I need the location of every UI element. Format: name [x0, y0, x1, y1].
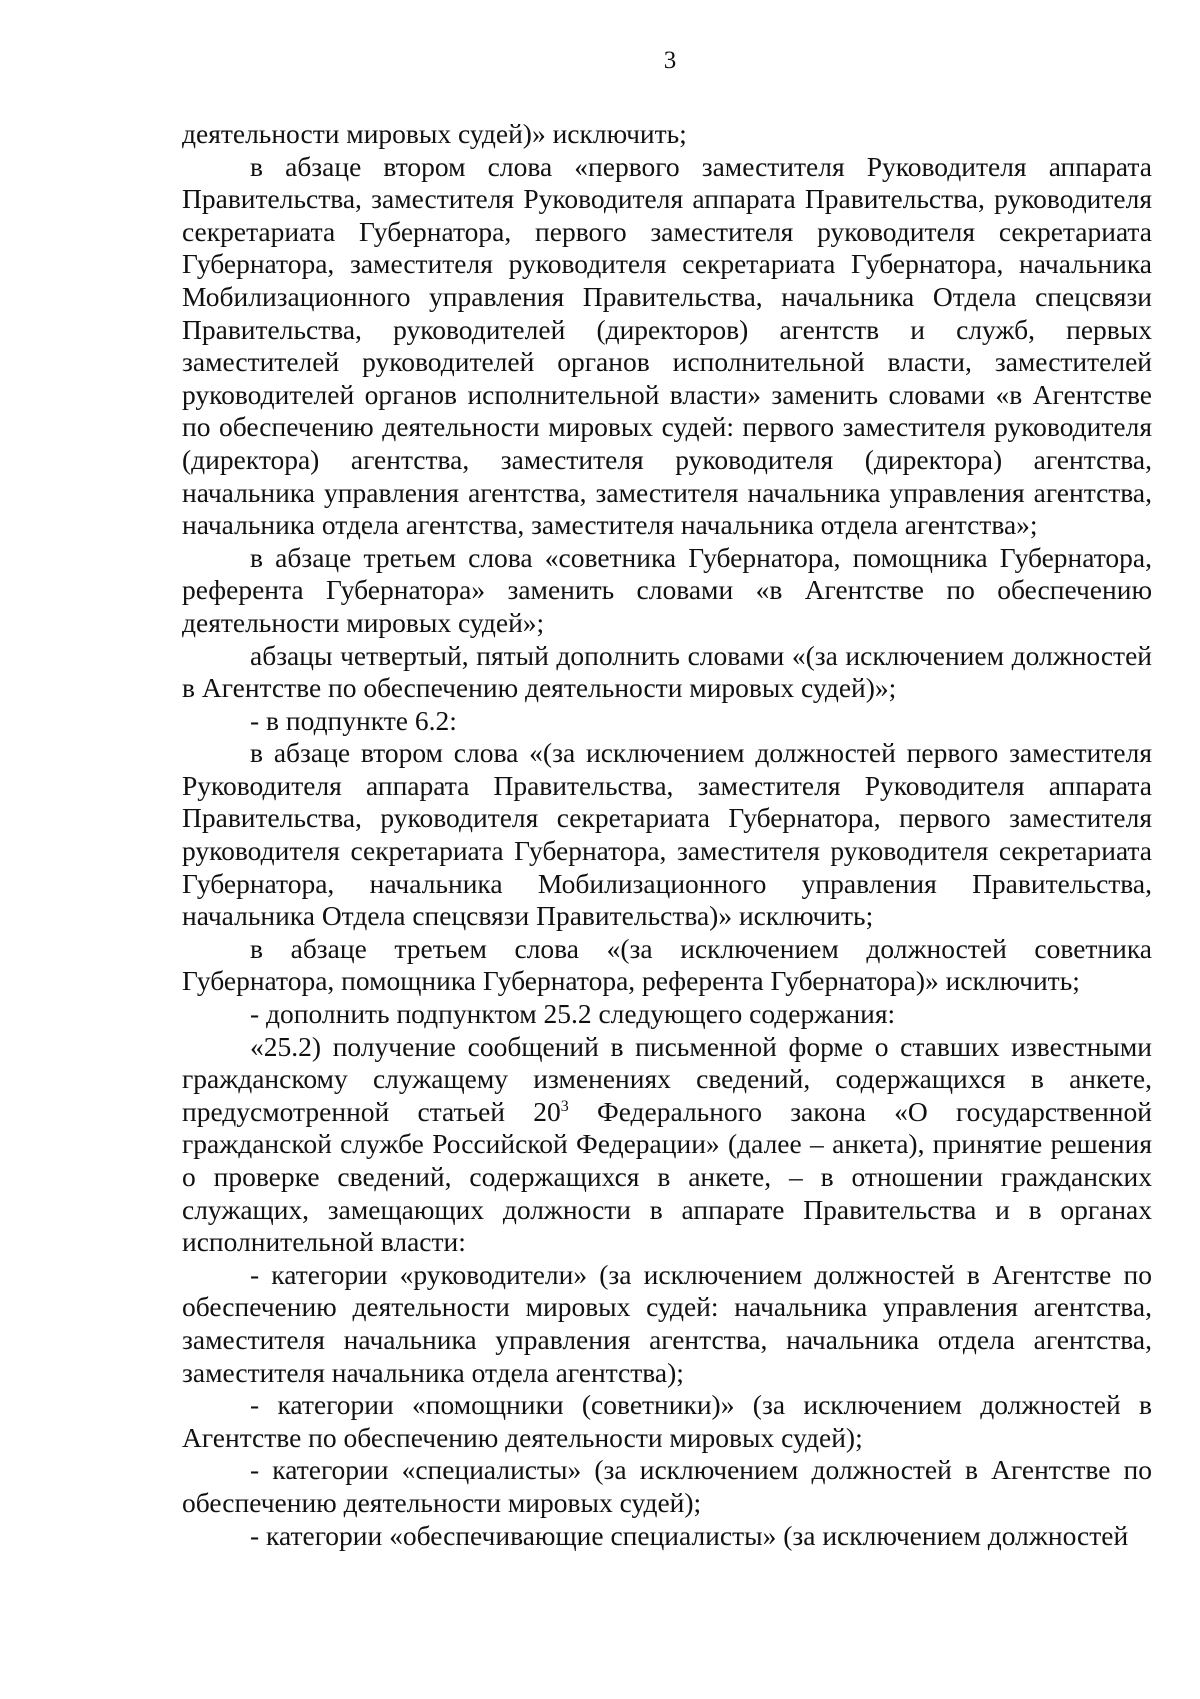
document-body — [182, 118, 1152, 1552]
paragraph-9 — [182, 1031, 1152, 1259]
paragraph-1: деятельности мировых судей)» исключить; — [182, 118, 687, 149]
paragraph-9-text-after: Федерального закона «О государственной гражданской службе Российской Федерации» (далее – анкета), принятие решения о проверке сведений, содержащихся в анкете, – в отношении гражданских служащих, замещающих должности в аппарате Правительства и в органах исполнительной власти: — [182, 1095, 1152, 1258]
page-number: 3 — [663, 47, 677, 74]
paragraph-13: - категории «обеспечивающие специалисты» (за исключением должностей — [250, 1519, 1129, 1551]
paragraph-4: абзацы четвертый, пятый дополнить словами «(за исключением должностей в Агентстве по обеспечению деятельности мировых судей)»; — [182, 639, 1152, 704]
paragraph-9-text-before: «25.2) получение сообщений в письменной форме о ставших известными гражданскому служащему изменениях сведений, содержащихся в анкете, предусмотренной статьей 20 — [182, 1030, 1152, 1127]
paragraph-6: в абзаце втором слова «(за исключением должностей первого заместителя Руководителя аппарата Правительства, заместителя Руководителя аппарата Правительства, руководителя секретариата Губернатора, первого заместителя руководителя секретариата Губернатора, заместителя руководителя секретариата Губернатора, начальника Мобилизационного управления Правительства, начальника Отдела спецсвязи Правительства)» исключить; — [182, 737, 1152, 932]
paragraph-10: - категории «руководители» (за исключением должностей в Агентстве по обеспечению деятельности мировых судей: начальника управления агентства, заместителя начальника управления агентства, начальника отдела агентства, заместителя начальника отдела агентства); — [182, 1258, 1152, 1388]
paragraph-7: в абзаце третьем слова «(за исключением должностей советника Губернатора, помощника Губернатора, референта Губернатора)» исключить; — [182, 932, 1152, 997]
paragraph-11: - категории «помощники (советники)» (за исключением должностей в Агентстве по обеспечению деятельности мировых судей); — [182, 1389, 1152, 1453]
paragraph-2: в абзаце втором слова «первого заместителя Руководителя аппарата Правительства, заместителя Руководителя аппарата Правительства, руководителя секретариата Губернатора, первого заместителя руководителя секретариата Губернатора, заместителя руководителя секретариата Губернатора, начальника Мобилизационного управления Правительства, начальника Отдела спецсвязи Правительства, руководителей (директоров) агентств и служб, первых заместителей руководителей органов исполнительной власти, заместителей руководителей органов исполнительной власти» заменить словами «в Агентстве по обеспечению деятельности мировых судей: первого заместителя руководителя (директора) агентства, заместителя руководителя (директора) агентства, начальника управления агентства, заместителя начальника управления агентства, начальника отдела агентства, заместителя начальника отдела агентства»; — [182, 150, 1152, 541]
paragraph-8: - дополнить подпунктом 25.2 следующего содержания: — [250, 998, 896, 1030]
paragraph-5: - в подпункте 6.2: — [250, 704, 457, 736]
paragraph-12: - категории «специалисты» (за исключением должностей в Агентстве по обеспечению деятельности мировых судей); — [182, 1454, 1152, 1518]
superscript-3: 3 — [560, 1097, 569, 1115]
paragraph-3: в абзаце третьем слова «советника Губернатора, помощника Губернатора, референта Губернатора» заменить словами «в Агентстве по обеспечению деятельности мировых судей»; — [182, 541, 1152, 638]
